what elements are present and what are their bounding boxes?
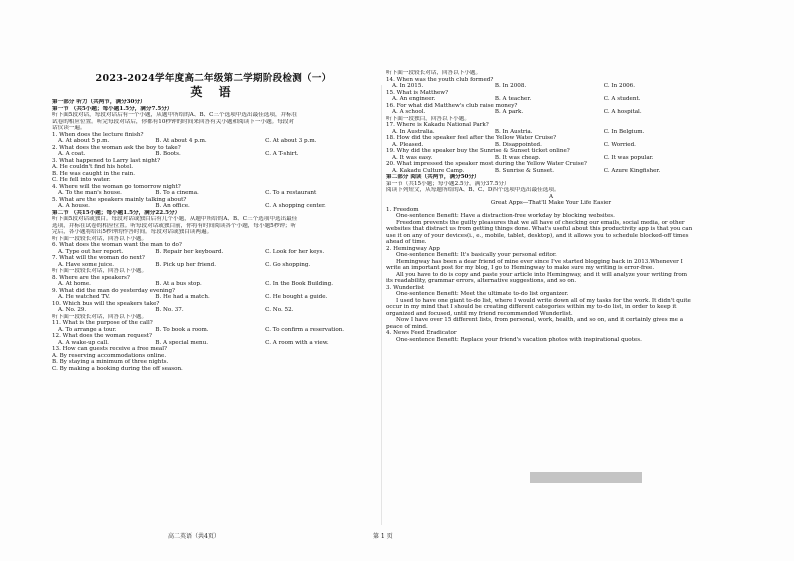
- text-line: 14. When was the youth club formed?: [386, 76, 494, 83]
- answer-option: C. He bought a guide.: [265, 294, 328, 300]
- text-line: 20. What impressed the speaker most during the Yellow Water Cruise?: [386, 161, 587, 167]
- answer-option: A. In Australia.: [392, 128, 435, 135]
- answer-option: C. A hospital.: [603, 109, 642, 115]
- text-line: Now I have over 15 different lists, from personal, work, health, and so on, and it certainly gives me a: [396, 317, 684, 323]
- option-row: [386, 109, 716, 116]
- answer-option: B. He had a match.: [155, 294, 210, 300]
- answer-option: A. It was easy.: [392, 154, 433, 161]
- answer-option: C. In the Book Building.: [265, 281, 333, 287]
- answer-option: A. At home.: [58, 281, 91, 287]
- answer-option: B. A special menu.: [155, 339, 209, 346]
- page-fold-divider: [381, 85, 382, 525]
- text-line: B. By staying a minimum of three nights.: [52, 359, 169, 365]
- answer-option: C. Look for her keys.: [265, 248, 325, 255]
- text-line: 3. Wunderlist: [386, 284, 425, 291]
- text-line: 1. When does the lecture finish?: [52, 131, 144, 138]
- answer-option: B. Pick up her friend.: [155, 261, 217, 268]
- text-line: One-sentence Benefit: Have a distraction-free workday by blocking websites.: [396, 213, 615, 219]
- answer-option: C. To confirm a reservation.: [265, 326, 345, 333]
- exam-title: 2023-2024学年度高二年级第二学期阶段检测（一）: [95, 73, 332, 84]
- answer-option: B. Disappointed.: [494, 141, 542, 148]
- answer-option: C. In 2006.: [603, 83, 636, 89]
- answer-option: B. In Austria.: [494, 128, 533, 135]
- section-heading: 第一节 （共5小题；每小题1.5分，满分7.5分）: [52, 105, 173, 112]
- answer-option: C. Go shopping.: [265, 261, 311, 268]
- text-line: 听下面一段较长对话，回答以下小题。: [386, 70, 482, 76]
- answer-option: C. A T-shirt.: [265, 151, 299, 157]
- text-line: Great Apps—That'll Make Your Life Easier: [490, 200, 612, 206]
- text-line: C. By making a booking during the off season.: [52, 365, 183, 372]
- text-line: 听下面5段对话，每段对话后有一个小题，从题中所给的A、B、C三个选项中选出最佳选项，并标在: [52, 112, 298, 118]
- option-row: [52, 294, 375, 301]
- answer-option: A. Have some juice.: [58, 261, 115, 268]
- text-line: 6. What does the woman want the man to do?: [52, 242, 182, 248]
- footer-course-pages: 高二英语（共4页）: [168, 533, 220, 540]
- answer-option: B. An office.: [155, 203, 190, 209]
- text-line: B. He was caught in the rain.: [52, 170, 135, 177]
- text-line: 2. Hemingway App: [386, 245, 440, 252]
- answer-option: A. To the man's house.: [58, 190, 122, 196]
- section-heading: 第二部分 阅读（共两节，满分50分）: [386, 174, 480, 180]
- answer-option: C. No. 52.: [265, 307, 294, 313]
- text-line: 选项，并标在试卷的相应位置。听每段对话或独白前，你将有时间阅读各个小题，每小题5秒钟；听: [52, 222, 297, 229]
- text-line: 话仅读一遍。: [52, 125, 86, 131]
- answer-option: B. Sunrise & Sunset.: [494, 167, 555, 174]
- text-line: I used to have one giant to-do list, where I would write down all of my tasks for the work. It didn't quite: [396, 297, 691, 304]
- answer-option: B. No. 37.: [155, 307, 184, 313]
- option-row: [52, 190, 375, 197]
- answer-option: A. A house.: [58, 203, 90, 209]
- redacted-block: [530, 472, 642, 483]
- option-row: [386, 83, 716, 90]
- answer-option: A. A wake-up call.: [58, 339, 109, 346]
- text-line: 16. For what did Matthew's club raise money?: [386, 102, 518, 109]
- text-line: 19. Why did the speaker buy the Sunrise & Sunset ticket online?: [386, 148, 570, 154]
- answer-option: A. Kakadu Culture Camp.: [392, 167, 465, 174]
- answer-option: A. An engineer.: [392, 96, 436, 102]
- exam-subject: 英 语: [190, 85, 237, 99]
- text-line: 完后，各小题将给出5秒钟的作答时间。每段对话或独白读两遍。: [52, 229, 213, 235]
- answer-option: A. A school.: [392, 109, 426, 115]
- text-line: 10. Which bus will the speakers take?: [52, 300, 160, 307]
- answer-option: B. A park.: [494, 109, 524, 115]
- text-line: 第一节（共15小题；每小题2.5分，满分37.5分）: [386, 180, 510, 187]
- text-line: 3. What happened to Larry last night?: [52, 157, 161, 164]
- option-row: [52, 281, 375, 288]
- answer-option: A. Pleased.: [392, 141, 424, 148]
- text-line: One-sentence Benefit: It's basically your personal editor.: [396, 252, 557, 258]
- answer-option: C. At about 3 p.m.: [265, 138, 317, 144]
- text-line: 18. How did the speaker feel after the Yellow Water Cruise?: [386, 135, 557, 141]
- option-row: [52, 203, 375, 210]
- text-line: One-sentence Benefit: Meet the ultimate to-do list organizer.: [396, 291, 569, 297]
- option-row: [52, 307, 375, 314]
- text-line: 听下面一段较长对话，回答以下小题。: [52, 313, 148, 320]
- text-line: 2. What does the woman ask the boy to take?: [52, 144, 181, 151]
- answer-option: B. To book a room.: [155, 326, 209, 333]
- text-line: 7. What will the woman do next?: [52, 255, 145, 261]
- text-line: organized and focused, until my friend recommended Wunderlist.: [386, 310, 573, 317]
- answer-option: B. A teacher.: [494, 96, 532, 102]
- section-heading: 第一部分 听力（共两节，满分30分）: [52, 99, 146, 105]
- text-line: A. By reserving accommodations online.: [52, 352, 167, 359]
- text-line: 17. Where is Kakadu National Park?: [386, 122, 489, 128]
- answer-option: B. In 2008.: [494, 83, 527, 89]
- text-line: 8. Where are the speakers?: [52, 274, 130, 281]
- text-line: 15. What is Matthew?: [386, 89, 449, 96]
- text-line: C. He fell into water.: [52, 177, 111, 183]
- answer-option: C. A student.: [603, 96, 641, 102]
- answer-option: B. Repair her keyboard.: [155, 248, 224, 255]
- answer-option: A. He watched TV.: [58, 294, 110, 300]
- option-row: [52, 151, 375, 158]
- text-line: 阅读下列短文，从每题所给的A、B、C、D四个选项中选出最佳选项。: [386, 187, 560, 193]
- answer-option: C. Worried.: [603, 141, 636, 148]
- text-line: 听下面一段较长对话，回答以下小题。: [52, 235, 148, 242]
- option-row: [52, 138, 375, 145]
- answer-option: C. To a restaurant: [265, 190, 317, 196]
- text-line: 9. What did the man do yesterday evening?: [52, 287, 176, 294]
- text-line: 5. What are the speakers mainly talking about?: [52, 196, 187, 203]
- text-line: 1. Freedom: [386, 206, 419, 213]
- answer-option: A. To arrange a tour.: [58, 326, 117, 333]
- answer-option: A. In 2015.: [392, 83, 424, 89]
- text-line: 4. Where will the woman go tomorrow night?: [52, 183, 181, 190]
- text-line: write an important post for my blog, I go to Hemingway to make sure my writing is error-free.: [386, 265, 655, 271]
- answer-option: C. Azure Kingfisher.: [603, 167, 661, 174]
- footer-page-number: 第 1 页: [373, 533, 393, 540]
- text-line: peace of mind.: [386, 323, 428, 330]
- answer-option: A. A coat.: [58, 151, 86, 157]
- right-column: [386, 70, 716, 343]
- answer-option: C. A room with a view.: [265, 339, 329, 346]
- text-line: ahead of time.: [386, 239, 427, 245]
- section-heading: 第二节 （共15小题；每小题1.5分，满分22.5分）: [52, 209, 181, 216]
- left-column: [52, 99, 375, 372]
- answer-option: C. In Belgium.: [603, 128, 645, 135]
- text-line: 11. What is the purpose of the call?: [52, 320, 153, 326]
- answer-option: B. At a bus stop.: [155, 281, 202, 287]
- text-line: A: [548, 193, 554, 200]
- answer-option: B. It was cheap.: [494, 154, 541, 161]
- text-line: 听下面5段对话或独白。每段对话或独白后有几个小题，从题中所给的A、B、C三个选项中选出最佳: [52, 216, 298, 222]
- answer-option: C. It was popular.: [603, 154, 654, 161]
- text-line: Hemingway has been a dear friend of mine ever since I've started blogging back in 2013.Whenever I: [396, 258, 683, 265]
- text-line: occur in my mind that I should be creating different categories within my to-do list, in order to keep it: [386, 304, 677, 310]
- text-line: Freedom prevents the guilty pleasures that we all have of checking our emails, social media, or other: [396, 219, 685, 226]
- answer-option: B. At about 4 p.m.: [155, 138, 207, 144]
- text-line: A. He couldn't find his hotel.: [52, 164, 134, 170]
- answer-option: B. To a cinema.: [155, 190, 199, 196]
- text-line: its readability, grammar errors, alternative suggestions, and so on.: [386, 278, 577, 284]
- text-line: 试卷的相应位置。听完每段对话后，你都有10秒钟的时间来回答有关小题和阅读下一小题。每段对: [52, 118, 295, 125]
- text-line: One-sentence Benefit: Replace your friend's vacation photos with inspirational quotes.: [396, 336, 642, 343]
- option-row: [386, 96, 716, 103]
- text-line: All you have to do is copy and paste your article into Hemingway, and it will analyze your writing from: [396, 271, 688, 278]
- text-line: 4. News Feed Eradicator: [386, 330, 457, 336]
- text-line: websites that distract us from getting things done. What's useful about this productivity app is that you can: [386, 226, 693, 232]
- answer-option: A. At about 5 p.m.: [58, 138, 110, 144]
- text-line: use it on any of your devices(i., e., mobile, tablet, desktop), and it allows you to schedule blocked-off times: [386, 232, 689, 239]
- answer-option: C. A shopping center.: [265, 203, 326, 209]
- answer-option: B. Boots.: [155, 151, 181, 157]
- text-line: 13. How can guests receive a free meal?: [52, 346, 168, 352]
- text-line: 12. What does the woman request?: [52, 333, 153, 339]
- answer-option: A. Type out her report.: [58, 248, 124, 255]
- text-line: 听下面一段独白，回答以下小题。: [386, 115, 470, 122]
- answer-option: A. No. 29.: [58, 307, 87, 313]
- text-line: 听下面一段较长对话，回答以下小题。: [52, 268, 148, 274]
